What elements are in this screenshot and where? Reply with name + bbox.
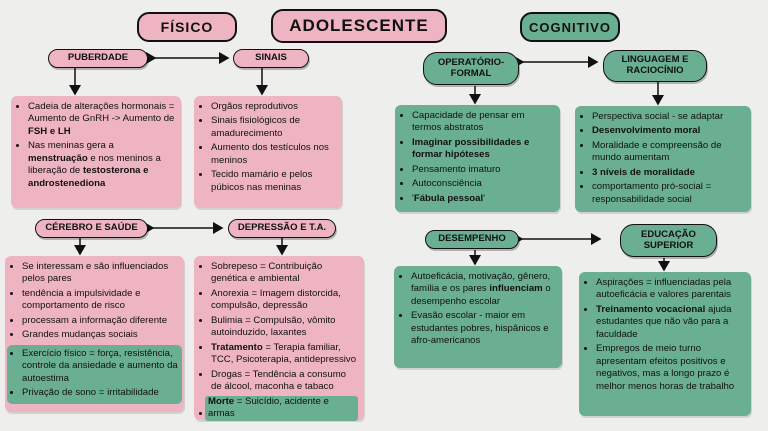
list-item: • Aspirações = influenciadas pela autoeficácia e valores parentais <box>596 277 745 302</box>
list-item: • Perspectiva social - se adaptar <box>592 111 745 123</box>
title-adolescente: ADOLESCENTE <box>271 9 447 43</box>
box-educacao-superior <box>579 272 751 416</box>
list-item: • Pensamento imaturo <box>412 164 554 176</box>
title-cognitivo: COGNITIVO <box>520 12 620 42</box>
box-desempenho <box>394 266 562 368</box>
label-educacao-superior: EDUCAÇÃO SUPERIOR <box>620 224 717 257</box>
list-item: • Exercício físico = força, resistência, controle da ansiedade e aumento da autoestima <box>22 348 178 385</box>
list-item: • Nas meninas gera a menstruação e nos meninos a liberação de testosterona e androstenediona <box>28 140 175 190</box>
label-linguagem-raciocinio: LINGUAGEM E RACIOCÍNIO <box>603 50 707 82</box>
list-item: • Anorexia = Imagem distorcida, compulsão, depressão <box>211 288 358 313</box>
list-item: • comportamento pró-social = responsabilidade social <box>592 181 745 206</box>
label-desempenho: DESEMPENHO <box>425 230 519 249</box>
list-item: • Treinamento vocacional ajuda estudantes que não vão para a faculdade <box>596 304 745 341</box>
list-item: • Grandes mudanças sociais <box>22 329 178 341</box>
box-operatorio-formal <box>395 105 560 212</box>
box-linguagem-raciocinio <box>575 106 751 212</box>
list-item: • 3 níveis de moralidade <box>592 167 745 179</box>
highlight-morte: Morte = Suicídio, acidente e armas <box>205 396 358 421</box>
list-item: • Drogas = Tendência a consumo de álcool, maconha e tabaco <box>211 369 358 394</box>
list-item: • Desenvolvimento moral <box>592 125 745 137</box>
list-item: • Bulimia = Compulsão, vômito autoinduzido, laxantes <box>211 315 358 340</box>
list-item: • Capacidade de pensar em termos abstratos <box>412 110 554 135</box>
box-cerebro-saude <box>5 256 184 412</box>
list-item: • 'Fábula pessoal' <box>412 193 554 205</box>
list-item: • Se interessam e são influenciados pelos pares <box>22 261 178 286</box>
label-depressao: DEPRESSÃO E T.A. <box>228 219 336 238</box>
list-item: • Moralidade e compreensão de mundo aumentam <box>592 140 745 165</box>
list-item: • Sobrepeso = Contribuição genética e ambiental <box>211 261 358 286</box>
list-item: • Imaginar possibilidades e formar hipóteses <box>412 137 554 162</box>
list-item: • Tratamento = Terapia familiar, TCC, Psicoterapia, antidepressivo <box>211 342 358 367</box>
label-cerebro-saude: CÉREBRO E SAÚDE <box>35 219 148 238</box>
label-puberdade: PUBERDADE <box>48 49 148 68</box>
list-item: • Empregos de meio turno apresentam efeitos positivos e negativos, mas a longo prazo é melhor menos horas de trabalho <box>596 343 745 393</box>
list-item: • Orgãos reprodutivos <box>211 101 336 113</box>
box-sinais <box>194 96 342 208</box>
list-item: • Sinais fisiológicos de amadurecimento <box>211 115 336 140</box>
box-depressao <box>194 256 364 420</box>
list-item <box>208 395 358 421</box>
title-fisico: FÍSICO <box>137 12 237 42</box>
list-item: • Evasão escolar - maior em estudantes pobres, hispânicos e afro-americanos <box>411 310 556 347</box>
list-item: • Privação de sono = irritabilidade <box>22 387 178 399</box>
list-item: • Autoeficácia, motivação, gênero, família e os pares influenciam o desempenho escolar <box>411 271 556 308</box>
list-item: • tendência a impulsividade e comportamento de risco <box>22 288 178 313</box>
highlight-saude <box>7 345 182 404</box>
label-sinais: SINAIS <box>233 49 309 68</box>
list-item: • Cadeia de alterações hormonais = Aumento de GnRH -> Aumento de FSH e LH <box>28 101 175 138</box>
list-item: • Autoconsciência <box>412 178 554 190</box>
label-operatorio-formal: OPERATÓRIO- FORMAL <box>423 52 519 85</box>
box-puberdade <box>11 96 181 208</box>
list-item: • Aumento dos testículos nos meninos <box>211 142 336 167</box>
list-item: • processam a informação diferente <box>22 315 178 327</box>
list-item: • Tecido mamário e pelos púbicos nas meninas <box>211 169 336 194</box>
